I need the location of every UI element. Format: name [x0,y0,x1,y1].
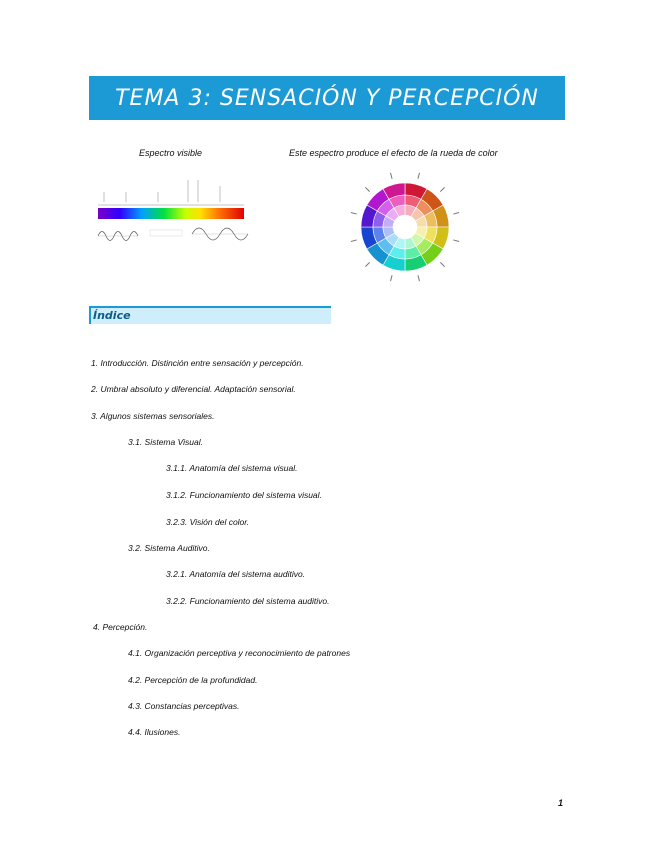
title-banner [89,76,565,120]
color-wheel-label-mark [391,173,393,179]
toc-item: 3.2.2. Funcionamiento del sistema auditivo. [166,596,330,606]
color-wheel-caption: Este espectro produce el efecto de la rueda de color [289,148,498,158]
index-heading-box [89,306,331,324]
color-wheel-label-mark [365,262,369,266]
color-wheel-label-mark [453,213,459,215]
toc-item: 2. Umbral absoluto y diferencial. Adaptación sensorial. [91,384,296,394]
toc-item: 4.1. Organización perceptiva y reconocimiento de patrones [128,648,351,658]
color-wheel-label-mark [418,275,420,281]
color-wheel-image [342,164,468,290]
color-wheel-center [395,217,415,237]
color-wheel-label-mark [453,240,459,242]
page-title: TEMA 3: SENSACIÓN Y PERCEPCIÓN [115,85,539,111]
color-wheel-label-mark [440,262,444,266]
toc-item: 4.3. Constancias perceptivas. [128,701,240,711]
toc-item: 4.2. Percepción de la profundidad. [128,675,258,685]
page-number: 1 [558,798,564,808]
spectrum-caption: Espectro visible [139,148,203,158]
toc-item: 4.4. Ilusiones. [128,727,181,737]
color-wheel-label-mark [418,173,420,179]
toc-item: 3. Algunos sistemas sensoriales. [91,411,215,421]
toc-item: 1. Introducción. Distinción entre sensación y percepción. [91,358,304,368]
toc-item: 4. Percepción. [93,622,148,632]
visible-spectrum-image [92,172,262,252]
toc-item: 3.1. Sistema Visual. [128,437,203,447]
toc-item: 3.2. Sistema Auditivo. [128,543,210,553]
color-wheel-label-mark [351,240,357,242]
toc-item: 3.1.2. Funcionamiento del sistema visual. [166,490,322,500]
color-wheel-label-mark [365,187,369,191]
toc-item: 3.2.3. Visión del color. [166,517,250,527]
toc-item: 3.1.1. Anatomía del sistema visual. [166,463,298,473]
toc-item: 3.2.1. Anatomía del sistema auditivo. [166,569,306,579]
color-wheel-label-mark [391,275,393,281]
index-heading: Índice [93,309,131,322]
color-wheel-label-mark [440,187,444,191]
color-wheel-label-mark [351,213,357,215]
